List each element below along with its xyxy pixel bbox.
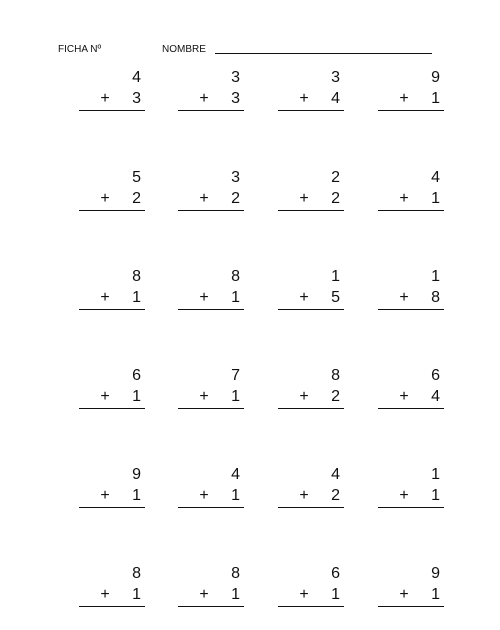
addition-problem bbox=[178, 168, 244, 212]
answer-line bbox=[378, 210, 444, 211]
top-addend: 5 bbox=[132, 169, 141, 186]
plus-sign: + bbox=[100, 190, 110, 207]
addition-problem bbox=[278, 366, 344, 410]
addition-problem bbox=[79, 465, 145, 509]
addition-problem bbox=[378, 68, 444, 112]
plus-sign: + bbox=[399, 586, 409, 603]
bottom-addend: 2 bbox=[331, 388, 340, 405]
answer-line bbox=[178, 110, 244, 111]
top-addend: 2 bbox=[331, 169, 340, 186]
addition-problem bbox=[178, 267, 244, 311]
top-addend: 1 bbox=[431, 466, 440, 483]
worksheet-header bbox=[58, 42, 438, 58]
plus-sign: + bbox=[299, 586, 309, 603]
top-addend: 4 bbox=[132, 69, 141, 86]
plus-sign: + bbox=[199, 586, 209, 603]
plus-sign: + bbox=[199, 289, 209, 306]
plus-sign: + bbox=[100, 487, 110, 504]
answer-line bbox=[278, 110, 344, 111]
answer-line bbox=[178, 309, 244, 310]
plus-sign: + bbox=[399, 90, 409, 107]
bottom-addend: 1 bbox=[331, 586, 340, 603]
addition-problem bbox=[378, 267, 444, 311]
addition-problem bbox=[378, 465, 444, 509]
bottom-addend: 3 bbox=[231, 90, 240, 107]
bottom-addend: 8 bbox=[431, 289, 440, 306]
top-addend: 1 bbox=[431, 268, 440, 285]
bottom-addend: 2 bbox=[231, 190, 240, 207]
answer-line bbox=[378, 309, 444, 310]
top-addend: 6 bbox=[331, 565, 340, 582]
answer-line bbox=[278, 408, 344, 409]
bottom-addend: 1 bbox=[132, 289, 141, 306]
answer-line bbox=[178, 507, 244, 508]
plus-sign: + bbox=[399, 190, 409, 207]
plus-sign: + bbox=[199, 90, 209, 107]
top-addend: 9 bbox=[132, 466, 141, 483]
answer-line bbox=[79, 110, 145, 111]
bottom-addend: 1 bbox=[431, 190, 440, 207]
answer-line bbox=[278, 210, 344, 211]
bottom-addend: 1 bbox=[431, 586, 440, 603]
addition-problem bbox=[79, 564, 145, 608]
plus-sign: + bbox=[199, 190, 209, 207]
top-addend: 8 bbox=[231, 268, 240, 285]
plus-sign: + bbox=[199, 388, 209, 405]
addition-problem bbox=[378, 366, 444, 410]
addition-problem bbox=[79, 366, 145, 410]
plus-sign: + bbox=[399, 289, 409, 306]
answer-line bbox=[378, 408, 444, 409]
addition-problem bbox=[278, 68, 344, 112]
addition-problem bbox=[178, 564, 244, 608]
bottom-addend: 1 bbox=[132, 586, 141, 603]
top-addend: 1 bbox=[331, 268, 340, 285]
addition-problem bbox=[79, 168, 145, 212]
plus-sign: + bbox=[199, 487, 209, 504]
top-addend: 3 bbox=[331, 69, 340, 86]
answer-line bbox=[79, 309, 145, 310]
top-addend: 3 bbox=[231, 69, 240, 86]
plus-sign: + bbox=[299, 90, 309, 107]
addition-worksheet bbox=[79, 68, 444, 608]
answer-line bbox=[79, 408, 145, 409]
answer-line bbox=[378, 507, 444, 508]
top-addend: 9 bbox=[431, 565, 440, 582]
plus-sign: + bbox=[299, 289, 309, 306]
name-entry-line bbox=[215, 53, 432, 54]
top-addend: 8 bbox=[331, 367, 340, 384]
plus-sign: + bbox=[100, 289, 110, 306]
bottom-addend: 2 bbox=[132, 190, 141, 207]
plus-sign: + bbox=[299, 190, 309, 207]
addition-problem bbox=[178, 465, 244, 509]
bottom-addend: 1 bbox=[231, 388, 240, 405]
answer-line bbox=[79, 507, 145, 508]
bottom-addend: 1 bbox=[231, 586, 240, 603]
addition-problem bbox=[79, 267, 145, 311]
answer-line bbox=[178, 606, 244, 607]
top-addend: 9 bbox=[431, 69, 440, 86]
ficha-label: FICHA Nº bbox=[58, 44, 102, 55]
answer-line bbox=[79, 210, 145, 211]
bottom-addend: 1 bbox=[431, 487, 440, 504]
bottom-addend: 5 bbox=[331, 289, 340, 306]
bottom-addend: 1 bbox=[132, 487, 141, 504]
bottom-addend: 1 bbox=[431, 90, 440, 107]
bottom-addend: 4 bbox=[331, 90, 340, 107]
addition-problem bbox=[378, 564, 444, 608]
bottom-addend: 3 bbox=[132, 90, 141, 107]
plus-sign: + bbox=[299, 487, 309, 504]
answer-line bbox=[278, 606, 344, 607]
top-addend: 3 bbox=[231, 169, 240, 186]
answer-line bbox=[378, 606, 444, 607]
top-addend: 8 bbox=[132, 268, 141, 285]
addition-problem bbox=[178, 366, 244, 410]
answer-line bbox=[278, 309, 344, 310]
top-addend: 8 bbox=[132, 565, 141, 582]
top-addend: 4 bbox=[431, 169, 440, 186]
answer-line bbox=[79, 606, 145, 607]
answer-line bbox=[278, 507, 344, 508]
top-addend: 6 bbox=[132, 367, 141, 384]
addition-problem bbox=[378, 168, 444, 212]
addition-problem bbox=[79, 68, 145, 112]
bottom-addend: 4 bbox=[431, 388, 440, 405]
plus-sign: + bbox=[399, 487, 409, 504]
plus-sign: + bbox=[100, 586, 110, 603]
bottom-addend: 2 bbox=[331, 190, 340, 207]
addition-problem bbox=[278, 168, 344, 212]
plus-sign: + bbox=[100, 90, 110, 107]
addition-problem bbox=[278, 564, 344, 608]
plus-sign: + bbox=[399, 388, 409, 405]
answer-line bbox=[178, 408, 244, 409]
bottom-addend: 2 bbox=[331, 487, 340, 504]
answer-line bbox=[178, 210, 244, 211]
top-addend: 4 bbox=[331, 466, 340, 483]
addition-problem bbox=[278, 267, 344, 311]
bottom-addend: 1 bbox=[231, 289, 240, 306]
bottom-addend: 1 bbox=[231, 487, 240, 504]
bottom-addend: 1 bbox=[132, 388, 141, 405]
plus-sign: + bbox=[299, 388, 309, 405]
addition-problem bbox=[278, 465, 344, 509]
top-addend: 8 bbox=[231, 565, 240, 582]
top-addend: 6 bbox=[431, 367, 440, 384]
top-addend: 4 bbox=[231, 466, 240, 483]
plus-sign: + bbox=[100, 388, 110, 405]
answer-line bbox=[378, 110, 444, 111]
nombre-label: NOMBRE bbox=[162, 44, 206, 55]
top-addend: 7 bbox=[231, 367, 240, 384]
addition-problem bbox=[178, 68, 244, 112]
